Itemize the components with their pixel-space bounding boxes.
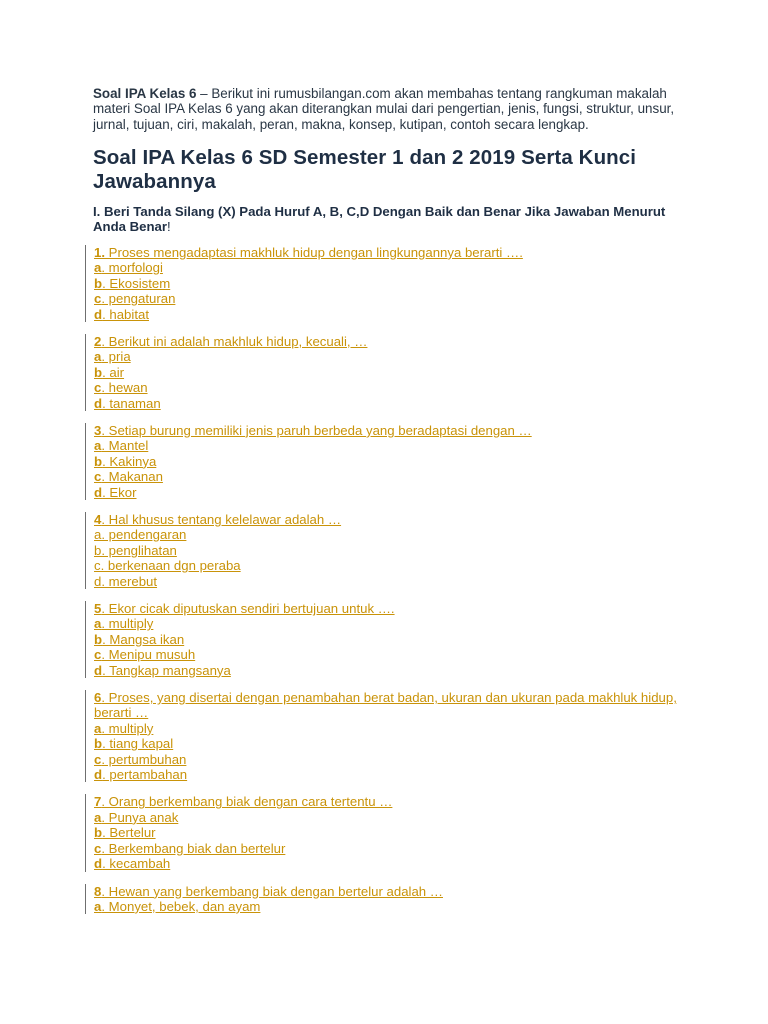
question-link[interactable] bbox=[94, 601, 683, 616]
option-text: . hewan bbox=[101, 380, 148, 396]
option-text: . Tangkap mangsanya bbox=[102, 662, 231, 678]
option-text: . morfologi bbox=[101, 260, 163, 276]
question-block bbox=[85, 884, 683, 915]
question-number: 4 bbox=[94, 511, 102, 527]
question-block bbox=[85, 245, 683, 322]
intro-text: – Berikut ini rumusbilangan.com akan membahas tentang rangkuman makalah materi Soal IPA Kelas 6 yang akan diterangkan mulai dari pengertian, jenis, fungsi, struktur, unsur, jurnal, tujuan, ciri, makalah, peran, makna, konsep, kutipan, contoh secara lengkap. bbox=[93, 86, 675, 132]
option-link[interactable] bbox=[94, 260, 683, 275]
option-text: . Menipu musuh bbox=[101, 647, 196, 663]
question-link[interactable] bbox=[94, 690, 683, 721]
option-link[interactable] bbox=[94, 647, 683, 662]
question-block bbox=[85, 601, 683, 678]
question-number: 3 bbox=[94, 422, 102, 438]
question-text: . Ekor cicak diputuskan sendiri bertujuan untuk …. bbox=[101, 601, 395, 617]
page-title: Soal IPA Kelas 6 SD Semester 1 dan 2 2019 Serta Kunci Jawabannya bbox=[93, 145, 637, 194]
option-letter: b bbox=[94, 736, 103, 752]
option-letter: a bbox=[94, 438, 102, 454]
option-link[interactable] bbox=[94, 349, 683, 364]
option-letter: b bbox=[94, 825, 103, 841]
question-text: . Hewan yang berkembang biak dengan bertelur adalah … bbox=[101, 883, 443, 899]
question-link[interactable] bbox=[94, 245, 683, 260]
option-letter: a bbox=[94, 898, 102, 914]
option-text: . multiply bbox=[101, 720, 154, 736]
option-link[interactable] bbox=[94, 663, 683, 678]
question-link[interactable] bbox=[94, 423, 683, 438]
instruction-tail: ! bbox=[167, 219, 171, 235]
option-link[interactable] bbox=[94, 616, 683, 631]
option-link[interactable] bbox=[94, 454, 683, 469]
option-text: . kecambah bbox=[102, 856, 171, 872]
option-text: . habitat bbox=[102, 306, 149, 322]
intro-paragraph bbox=[93, 86, 683, 132]
option-letter: b bbox=[94, 275, 103, 291]
question-link[interactable] bbox=[94, 334, 683, 349]
option-text: . pertumbuhan bbox=[101, 751, 187, 767]
option-link[interactable] bbox=[94, 841, 683, 856]
intro-bold-lead: Soal IPA Kelas 6 bbox=[93, 86, 197, 101]
option-text: . Punya anak bbox=[101, 809, 179, 825]
option-text: . pertambahan bbox=[102, 767, 188, 783]
option-link[interactable] bbox=[94, 767, 683, 782]
question-text: . Hal khusus tentang kelelawar adalah … bbox=[101, 511, 342, 527]
instruction-text bbox=[93, 204, 683, 235]
question-text: . Berikut ini adalah makhluk hidup, kecuali, … bbox=[101, 333, 368, 349]
option-letter: a bbox=[94, 260, 102, 276]
option-text: . Ekosistem bbox=[102, 275, 171, 291]
option-text: . Mantel bbox=[101, 438, 149, 454]
option-letter: a bbox=[94, 809, 102, 825]
option-link[interactable] bbox=[94, 469, 683, 484]
question-number: 1. bbox=[94, 244, 105, 260]
option-letter: b bbox=[94, 631, 103, 647]
option-letter: c bbox=[94, 647, 102, 663]
question-block bbox=[85, 794, 683, 871]
option-link[interactable] bbox=[94, 438, 683, 453]
option-link[interactable] bbox=[94, 291, 683, 306]
option-text: . Makanan bbox=[101, 469, 163, 485]
option-letter: c bbox=[94, 291, 102, 307]
option-letter: a bbox=[94, 720, 102, 736]
option-link[interactable] bbox=[94, 527, 683, 542]
option-text: . Monyet, bebek, dan ayam bbox=[101, 898, 261, 914]
option-text: . Bertelur bbox=[102, 825, 156, 841]
question-number: 7 bbox=[94, 794, 102, 810]
option-link[interactable] bbox=[94, 856, 683, 871]
option-link[interactable] bbox=[94, 899, 683, 914]
option-text: c. berkenaan dgn peraba bbox=[94, 558, 241, 574]
question-number: 5 bbox=[94, 601, 102, 617]
option-text: . tanaman bbox=[102, 395, 161, 411]
option-link[interactable] bbox=[94, 543, 683, 558]
question-number: 2 bbox=[94, 333, 102, 349]
option-text: . Berkembang biak dan bertelur bbox=[101, 840, 286, 856]
question-link[interactable] bbox=[94, 794, 683, 809]
question-text: . Orang berkembang biak dengan cara tertentu … bbox=[101, 794, 393, 810]
option-letter: d bbox=[94, 306, 103, 322]
question-number: 6 bbox=[94, 690, 102, 706]
question-number: 8 bbox=[94, 883, 102, 899]
question-link[interactable] bbox=[94, 884, 683, 899]
option-text: . tiang kapal bbox=[102, 736, 174, 752]
option-text: . pengaturan bbox=[101, 291, 176, 307]
option-link[interactable] bbox=[94, 396, 683, 411]
option-text: . pria bbox=[101, 349, 131, 365]
option-link[interactable] bbox=[94, 558, 683, 573]
instruction-main: I. Beri Tanda Silang (X) Pada Huruf A, B, C,D Dengan Baik dan Benar Jika Jawaban Menurut Anda Benar bbox=[93, 203, 666, 235]
option-letter: b bbox=[94, 364, 103, 380]
option-letter: a bbox=[94, 616, 102, 632]
option-letter: b bbox=[94, 453, 103, 469]
option-letter: d bbox=[94, 484, 103, 500]
option-link[interactable] bbox=[94, 721, 683, 736]
option-letter: d bbox=[94, 662, 103, 678]
option-text: . Ekor bbox=[102, 484, 137, 500]
option-letter: a bbox=[94, 349, 102, 365]
question-block bbox=[85, 512, 683, 589]
question-text: . Setiap burung memiliki jenis paruh berbeda yang beradaptasi dengan … bbox=[101, 422, 532, 438]
question-text: Proses mengadaptasi makhluk hidup dengan lingkungannya berarti …. bbox=[105, 244, 523, 260]
option-letter: d bbox=[94, 767, 103, 783]
option-text: . Mangsa ikan bbox=[102, 631, 185, 647]
option-text: . multiply bbox=[101, 616, 154, 632]
article-content bbox=[93, 86, 683, 926]
option-letter: c bbox=[94, 751, 102, 767]
option-text: . air bbox=[102, 364, 125, 380]
option-link[interactable] bbox=[94, 380, 683, 395]
question-list bbox=[93, 245, 683, 914]
option-link[interactable] bbox=[94, 632, 683, 647]
option-link[interactable] bbox=[94, 574, 683, 589]
option-text: a. pendengaran bbox=[94, 527, 187, 543]
option-letter: d bbox=[94, 395, 103, 411]
question-link[interactable] bbox=[94, 512, 683, 527]
question-block bbox=[85, 423, 683, 500]
option-link[interactable] bbox=[94, 752, 683, 767]
option-letter: c bbox=[94, 840, 102, 856]
question-text: . Proses, yang disertai dengan penambahan berat badan, ukuran dan ukuran pada makhluk hidup, berarti … bbox=[94, 690, 677, 721]
question-block bbox=[85, 334, 683, 411]
option-link[interactable] bbox=[94, 365, 683, 380]
option-link[interactable] bbox=[94, 825, 683, 840]
option-text: . Kakinya bbox=[102, 453, 157, 469]
option-letter: c bbox=[94, 380, 102, 396]
option-link[interactable] bbox=[94, 276, 683, 291]
option-text: b. penglihatan bbox=[94, 542, 177, 558]
option-text: d. merebut bbox=[94, 573, 158, 589]
option-link[interactable] bbox=[94, 810, 683, 825]
option-link[interactable] bbox=[94, 307, 683, 322]
option-letter: d bbox=[94, 856, 103, 872]
option-link[interactable] bbox=[94, 736, 683, 751]
question-block bbox=[85, 690, 683, 782]
option-link[interactable] bbox=[94, 485, 683, 500]
option-letter: c bbox=[94, 469, 102, 485]
